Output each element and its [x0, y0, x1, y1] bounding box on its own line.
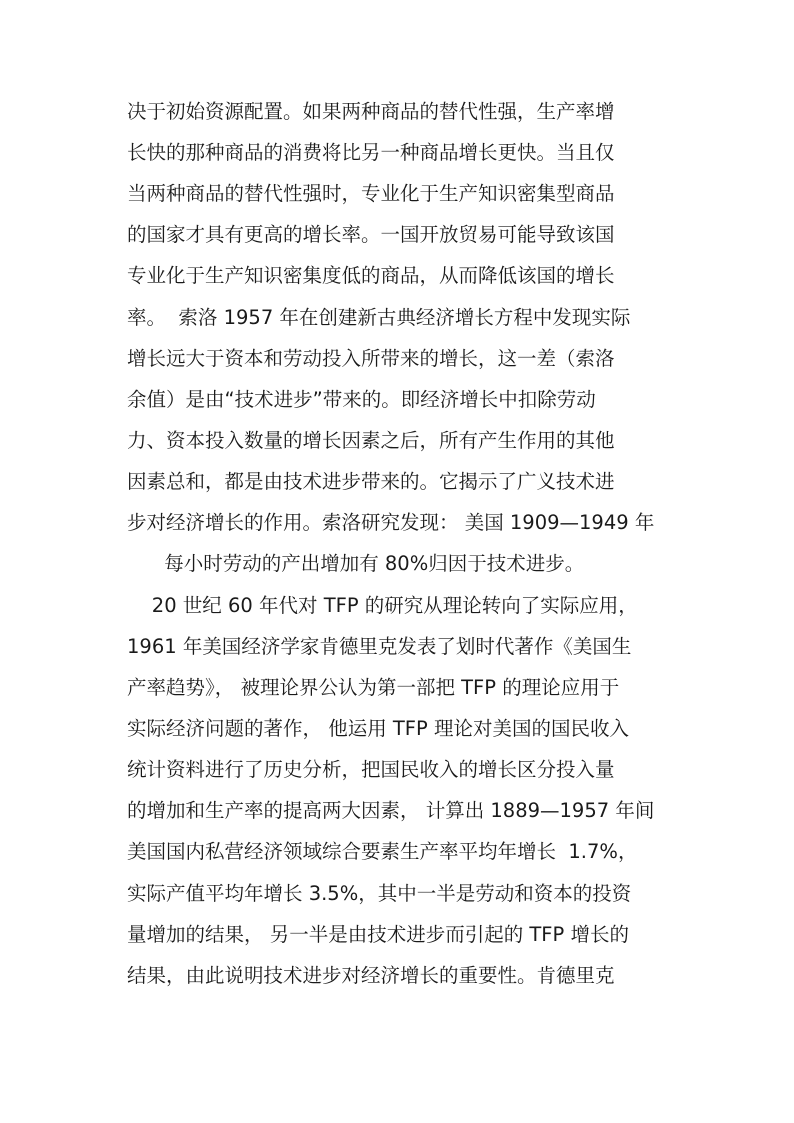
text-line-4: 的国家才具有更高的增长率。一国开放贸易可能导致该国 — [127, 223, 615, 246]
text-line-11: 步对经济增长的作用。索洛研究发现： 美国 1909—1949 年 — [127, 511, 655, 534]
text-line-13: 20 世纪 60 年代对 TFP 的研究从理论转向了实际应用， — [127, 594, 638, 617]
text-line-18: 的增加和生产率的提高两大因素， 计算出 1889—1957 年间 — [127, 799, 655, 822]
text-line-1: 决于初始资源配置。如果两种商品的替代性强，生产率增 — [127, 100, 615, 123]
text-line-7: 增长远大于资本和劳动投入所带来的增长，这一差（索洛 — [127, 347, 615, 370]
text-line-9: 力、资本投入数量的增长因素之后，所有产生作用的其他 — [127, 429, 615, 452]
text-line-21: 量增加的结果， 另一半是由技术进步而引起的 TFP 增长的 — [127, 923, 629, 946]
text-line-19: 美国国内私营经济领域综合要素生产率平均年增长 1.7%， — [127, 840, 638, 863]
text-line-6: 率。 索洛 1957 年在创建新古典经济增长方程中发现实际 — [127, 306, 631, 329]
text-line-2: 长快的那种商品的消费将比另一种商品增长更快。当且仅 — [127, 141, 615, 164]
text-line-22: 结果，由此说明技术进步对经济增长的重要性。肯德里克 — [127, 964, 615, 987]
text-line-12: 每小时劳动的产出增加有 80%归因于技术进步。 — [127, 552, 585, 575]
text-line-16: 实际经济问题的著作， 他运用 TFP 理论对美国的国民收入 — [127, 717, 629, 740]
text-line-3: 当两种商品的替代性强时，专业化于生产知识密集型商品 — [127, 182, 615, 205]
text-line-20: 实际产值平均年增长 3.5%，其中一半是劳动和资本的投资 — [127, 882, 632, 905]
text-line-5: 专业化于生产知识密集度低的商品，从而降低该国的增长 — [127, 264, 615, 287]
text-line-10: 因素总和，都是由技术进步带来的。它揭示了广义技术进 — [127, 470, 615, 493]
text-line-14: 1961 年美国经济学家肯德里克发表了划时代著作《美国生 — [127, 635, 632, 658]
text-line-8: 余值）是由“技术进步”带来的。即经济增长中扣除劳动 — [127, 388, 596, 411]
text-line-17: 统计资料进行了历史分析，把国民收入的增长区分投入量 — [127, 758, 615, 781]
text-line-15: 产率趋势》， 被理论界公认为第一部把 TFP 的理论应用于 — [127, 676, 620, 699]
